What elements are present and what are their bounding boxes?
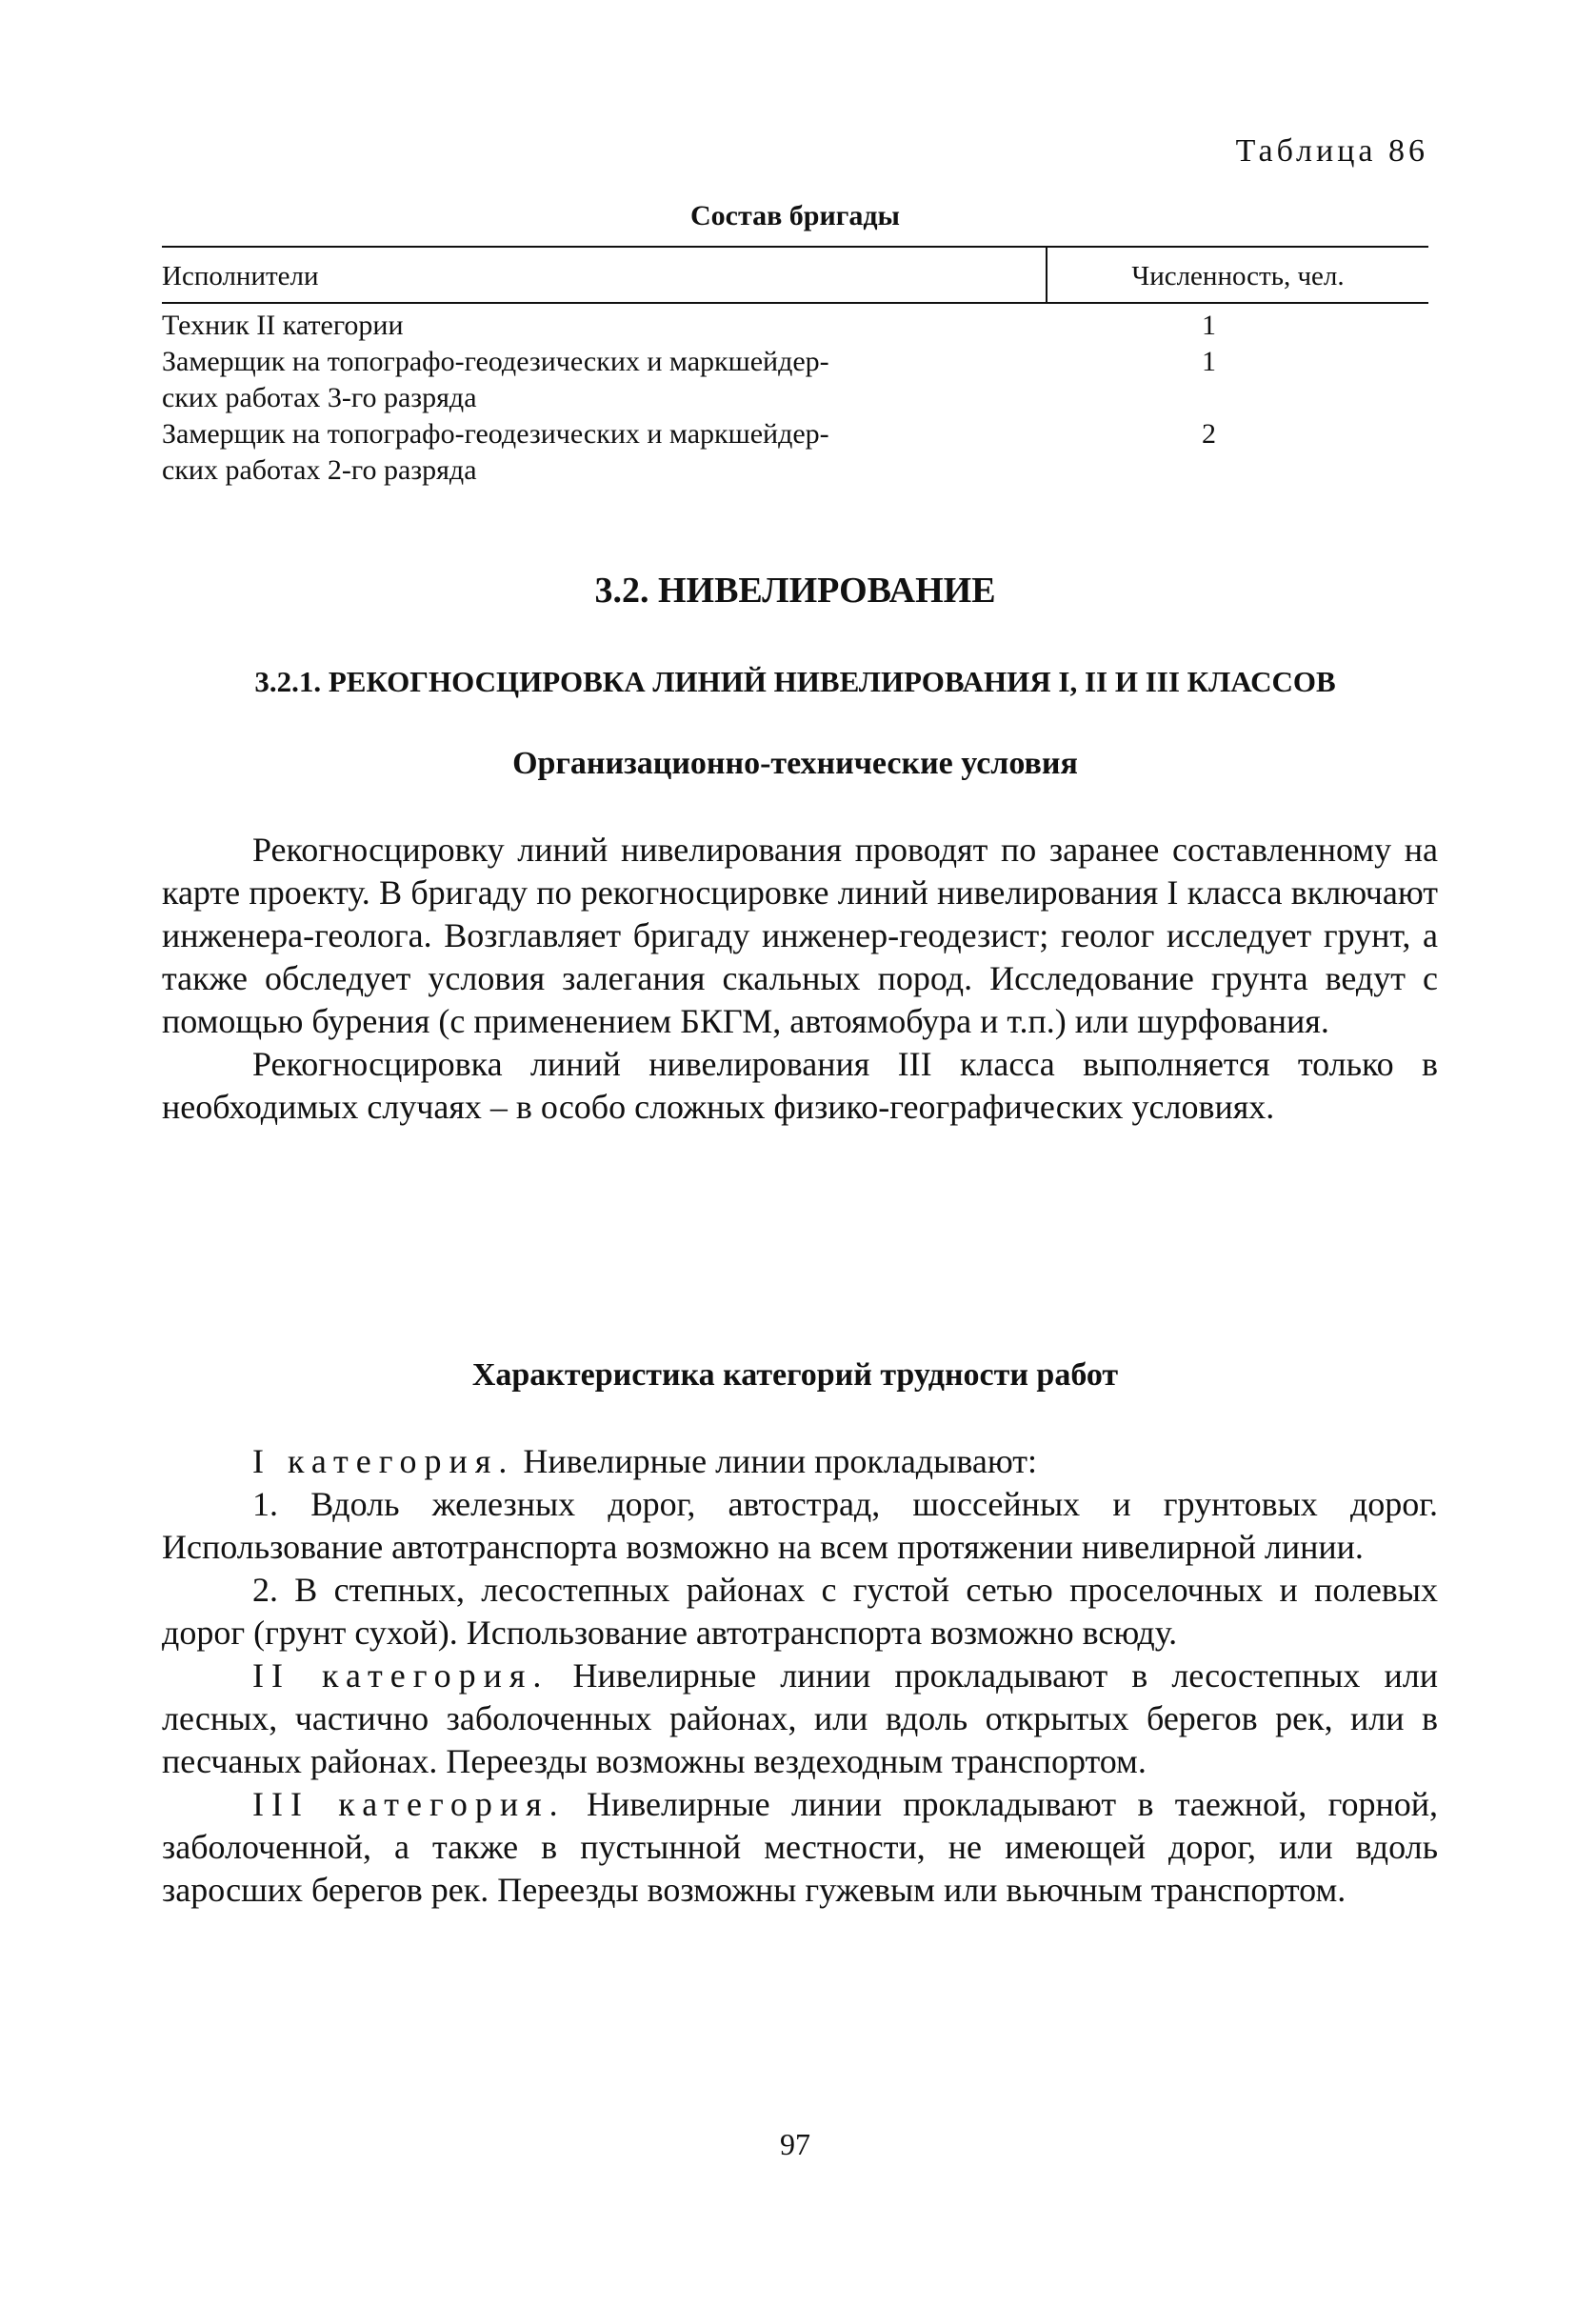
performer-cell (162, 344, 1047, 416)
count-cell: 1 (1202, 346, 1216, 377)
conditions-text (162, 829, 1438, 1129)
table-row (162, 416, 1428, 489)
difficulty-text (162, 1440, 1438, 1912)
brigade-table (162, 246, 1428, 489)
count-cell: 1 (1202, 310, 1216, 341)
count-cell: 2 (1202, 418, 1216, 450)
category-1-paragraph (162, 1440, 1438, 1483)
table-number: Таблица 86 (1235, 133, 1428, 169)
table-caption: Состав бригады (690, 200, 900, 231)
performer-line: ских работах 3-го разряда (162, 382, 477, 413)
list-item: 2. В степных, лесостепных районах с густой сетью проселочных и полевых дорог (грунт сухой). Использование автотранспорта возможно всюду. (162, 1571, 1438, 1652)
category-2-paragraph (162, 1655, 1438, 1783)
performer-line: ских работах 2-го разряда (162, 454, 477, 486)
category-text: Нивелирные линии прокладывают в таежной, горной, заболоченной, а также в пустынной местности, не имеющей дорог, или вдоль заросших берегов рек. Переезды возможны гужевым или вьючным транспортом. (162, 1785, 1438, 1909)
performer-cell (162, 303, 1047, 344)
table-row (162, 344, 1428, 416)
performer-cell (162, 416, 1047, 489)
performer-line: Замерщик на топографо-геодезических и маркшейдер- (162, 346, 829, 377)
header-count: Численность, чел. (1047, 247, 1428, 303)
list-item: 1. Вдоль железных дорог, автострад, шоссейных и грунтовых дорог. Использование автотранспорта возможно на всем протяжении нивелирной линии. (162, 1485, 1438, 1566)
conditions-heading: Организационно-технические условия (512, 746, 1078, 781)
category-label: II категория. (252, 1656, 549, 1695)
paragraph: Рекогносцировка линий нивелирования III класса выполняется только в необходимых случаях – в особо сложных физико-географических условиях. (162, 1045, 1438, 1126)
category-label: I категория. (252, 1442, 515, 1480)
difficulty-heading: Характеристика категорий трудности работ (471, 1357, 1119, 1393)
category-3-paragraph (162, 1783, 1438, 1912)
page-number: 97 (780, 2127, 810, 2161)
performer-line: Техник II категории (162, 310, 404, 341)
category-text: Нивелирные линии прокладывают: (514, 1442, 1037, 1480)
header-performers: Исполнители (162, 247, 1047, 303)
subsection-title: 3.2.1. РЕКОГНОСЦИРОВКА ЛИНИЙ НИВЕЛИРОВАНИЯ I, II И III КЛАССОВ (254, 665, 1336, 698)
performer-line: Замерщик на топографо-геодезических и маркшейдер- (162, 418, 829, 450)
table-header-row (162, 247, 1428, 303)
category-text: Нивелирные линии прокладывают в лесостепных или лесных, частично заболоченных районах, или вдоль открытых берегов рек, или в песчаных районах. Переезды возможны вездеходным транспортом. (162, 1656, 1438, 1780)
table-row (162, 303, 1428, 344)
section-title: 3.2. НИВЕЛИРОВАНИЕ (594, 571, 996, 611)
category-label: III категория. (252, 1785, 566, 1823)
paragraph: Рекогносцировку линий нивелирования проводят по заранее составленному на карте проекту. В бригаду по рекогносцировке линий нивелирования I класса включают инженера-геолога. Возглавляет бригаду инженер-геодезист; геолог исследует грунт, а также обследует условия залегания скальных пород. Исследование грунта ведут с помощью бурения (с применением БКГМ, автоямобура и т.п.) или шурфования. (162, 831, 1438, 1040)
